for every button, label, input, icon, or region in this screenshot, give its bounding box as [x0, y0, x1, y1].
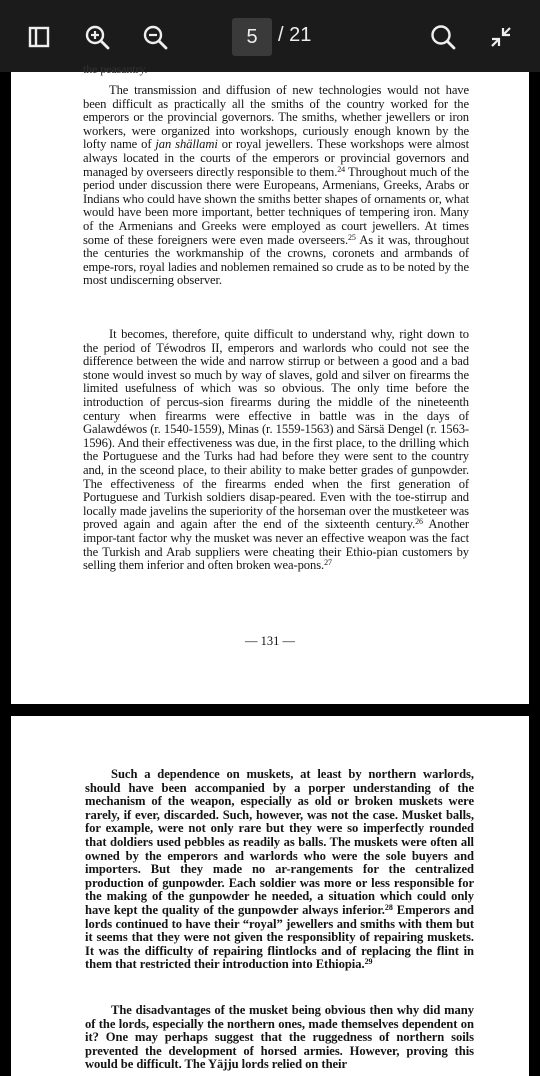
- zoom-out-icon[interactable]: [136, 18, 174, 56]
- footnote-ref[interactable]: 28: [384, 902, 393, 912]
- footnote-ref[interactable]: 26: [415, 517, 423, 527]
- zoom-in-icon[interactable]: [78, 18, 116, 56]
- footnote-ref[interactable]: 27: [324, 558, 332, 568]
- paragraph: The disadvantages of the musket being obvious then why did many of the lords, especially the northern ones, made themselves dependent on it? One may perhaps suggest that the ruggedness of northern soils prevented the development of horsed armies. However, proving this would be difficult. The Yäjju lords relied on their: [85, 1003, 474, 1072]
- search-icon[interactable]: [424, 18, 462, 56]
- text-run: As it was, throughout the centuries the workmanship of the crowns, coronets and armbands of empe-rors, royal ladies and noblemen remained so crude as to be noted by the most undiscerning observer.: [83, 232, 469, 288]
- text-run: It becomes, therefore, quite difficult to understand why, right down to the period of Téwodros II, emperors and warlords who could not see the difference between the wide and narrow stirrup or between a good and a bad stone would invest so much by way of slaves, gold and silver on firearms the limited usefulness of which was so obvious. The only time before the introduction of percus-sion firearms during the middle of the nineteenth century when firearms were effective in battle was in the days of Galawdéwos (r. 1540-1559), Minas (r. 1559-1563) and Särsä Dengel (r. 1563-1596). And their effectiveness was due, in the first place, to the drilling which the Portuguese and the Turks had had before they were sent to the country and, in the sceond place, to their ability to make better grades of gunpowder. The effectiveness of the firearms ended when the first generation of Portuguese and Turkish soldiers disap-peared. Even with the toe-stirrup and locally made javelins the superiority of the horseman over the mustketeer was proved again and again after the end of the sixteenth century.: [83, 327, 469, 532]
- collapse-icon[interactable]: [482, 18, 520, 56]
- sidebar-toggle-icon[interactable]: [20, 18, 58, 56]
- viewer-toolbar: [0, 0, 540, 72]
- text-run: or royal jewellers. These workshops were almost always located in the courts of the emperors or provincial governors and managed by overseers directly responsible to them.: [83, 137, 469, 179]
- footnote-ref[interactable]: 29: [364, 957, 373, 967]
- footnote-ref[interactable]: 24: [337, 164, 346, 174]
- paragraph: [85, 768, 474, 972]
- cut-off-line: the peasantry.: [83, 62, 148, 76]
- page-number-input[interactable]: 5: [232, 18, 272, 56]
- text-run: Emperors and lords continued to have their “royal” jewellers and smiths with them but it seems that they were not given the responsiblity of repairing muskets. It was the difficulty of repairing flintlocks and of replacing the flint in them that restricted their introduction into Ethiopia.: [85, 902, 474, 972]
- text-run: The transmission and diffusion of new technologies would not have been difficult as practically all the smiths of the country worked for the emperors or the provincial governors. The smiths, whether jewellers or iron workers, were organized into workshops, curiously enough known by the lofty name of: [83, 83, 469, 152]
- text-run: Another impor-tant factor why the musket was never an effective weapon was the fact the Turkish and Arab suppliers were cheating their Ethio-pian customers by selling them inferior and often broken wea-pons.: [83, 517, 469, 573]
- document-page-131: [11, 62, 529, 704]
- page-folio: — 131 —: [245, 634, 295, 648]
- document-page-132: [11, 716, 529, 1076]
- paragraph: [83, 84, 469, 288]
- text-run: Such a dependence on muskets, at least by northern warlords, should have been accompanied by a porper understanding of the mechanism of the weapon, especially as old or broken muskets were rarely, if ever, discarded. Such, however, was not the case. Musket balls, for example, were not only rare but they were so imperfectly rounded that doldiers used pebbles as readily as balls. The muskets were often all owned by the emperors and warlords who were the sole buyers and importers. But they made no ar-rangements for the centralized production of gunpowder. Each soldier was more or less responsible for the making of the gunpowder he needed, a situation which could only have kept the quality of the gunpowder always inferior.: [85, 767, 474, 917]
- italic-term: jan shällami: [155, 137, 218, 152]
- paragraph: [83, 328, 469, 573]
- page-total-label: / 21: [278, 24, 312, 46]
- text-run: Throughout much of the period under discussion there were Europeans, Armenians, Greeks, Arabs or Indians who could have shown the smiths better shapes of ornaments or, what would have been more important, better techniques of tempering iron. Many of the Armenians and Greeks were employed as court jewellers. At times some of these foreigners were even made overseers.: [83, 164, 469, 247]
- footnote-ref[interactable]: 25: [348, 232, 356, 242]
